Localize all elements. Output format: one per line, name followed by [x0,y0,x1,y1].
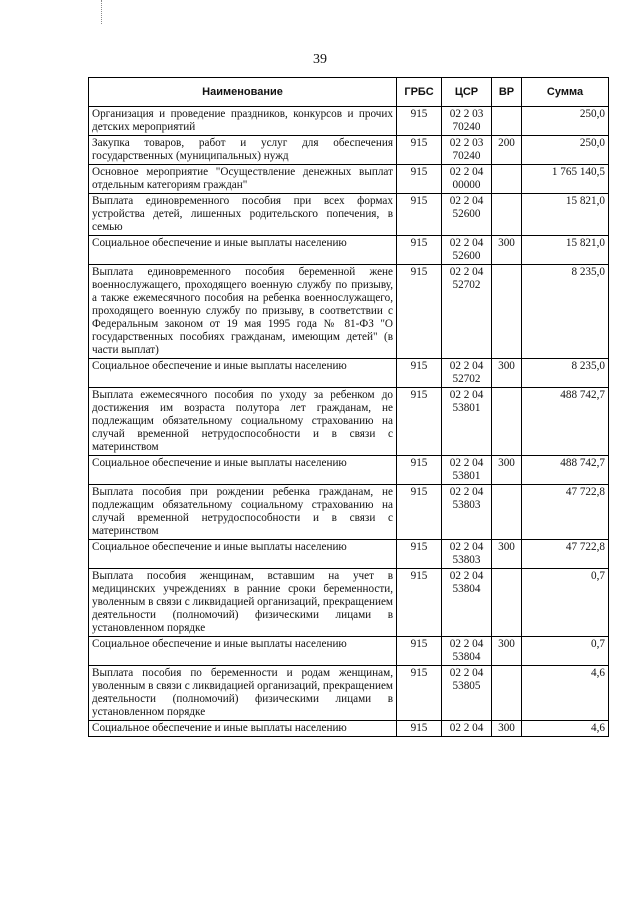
header-vr: ВР [492,78,522,107]
table-header-row [89,78,609,107]
cell-sum: 250,0 [522,136,609,165]
cell-grbs: 915 [397,485,442,540]
table-row [89,165,609,194]
cell-name: Социальное обеспечение и иные выплаты населению [89,540,397,569]
cell-grbs: 915 [397,721,442,737]
table-row [89,540,609,569]
cell-csr: 02 2 03 70240 [442,136,492,165]
cell-csr: 02 2 04 52600 [442,236,492,265]
cell-vr [492,485,522,540]
scan-edge-mark [101,0,103,24]
cell-sum: 1 765 140,5 [522,165,609,194]
cell-csr: 02 2 04 52702 [442,265,492,359]
table-row [89,637,609,666]
cell-grbs: 915 [397,666,442,721]
cell-grbs: 915 [397,265,442,359]
cell-vr: 200 [492,136,522,165]
cell-vr [492,265,522,359]
cell-grbs: 915 [397,359,442,388]
table-row [89,569,609,637]
table-row [89,485,609,540]
cell-vr [492,107,522,136]
cell-grbs: 915 [397,236,442,265]
cell-vr [492,666,522,721]
cell-vr [492,165,522,194]
cell-vr: 300 [492,359,522,388]
cell-name: Выплата пособия при рождении ребенка гражданам, не подлежащим обязательному социальному страхованию на случай временной нетрудоспособности и в связи с материнством [89,485,397,540]
cell-grbs: 915 [397,456,442,485]
cell-sum: 15 821,0 [522,236,609,265]
cell-csr: 02 2 04 52600 [442,194,492,236]
cell-vr [492,194,522,236]
cell-sum: 47 722,8 [522,540,609,569]
cell-name: Выплата единовременного пособия беременной жене военнослужащего, проходящего военную службу по призыву, а также ежемесячного пособия на ребенка военнослужащего, проходящего военную службу по призыву, в соответствии с Федеральным законом от 19 мая 1995 года № 81-ФЗ "О государственных пособиях гражданам, имеющим детей" (в части выплат) [89,265,397,359]
cell-csr: 02 2 04 [442,721,492,737]
table-row [89,359,609,388]
table-row [89,456,609,485]
cell-vr: 300 [492,456,522,485]
cell-csr: 02 2 04 53805 [442,666,492,721]
cell-sum: 488 742,7 [522,388,609,456]
cell-name: Социальное обеспечение и иные выплаты населению [89,236,397,265]
cell-sum: 47 722,8 [522,485,609,540]
cell-csr: 02 2 04 53803 [442,540,492,569]
cell-name: Социальное обеспечение и иные выплаты населению [89,721,397,737]
cell-vr: 300 [492,721,522,737]
table-row [89,666,609,721]
table-row [89,194,609,236]
cell-vr [492,569,522,637]
cell-name: Социальное обеспечение и иные выплаты населению [89,456,397,485]
cell-csr: 02 2 03 70240 [442,107,492,136]
table-row [89,265,609,359]
cell-csr: 02 2 04 00000 [442,165,492,194]
table-row [89,388,609,456]
cell-name: Социальное обеспечение и иные выплаты населению [89,637,397,666]
cell-name: Социальное обеспечение и иные выплаты населению [89,359,397,388]
cell-name: Выплата пособия по беременности и родам женщинам, уволенным в связи с ликвидацией организаций, прекращением деятельности (полномочий) физическими лицами в установленном порядке [89,666,397,721]
cell-sum: 4,6 [522,666,609,721]
cell-name: Выплата ежемесячного пособия по уходу за ребенком до достижения им возраста полутора лет гражданам, не подлежащим обязательному социальному страхованию на случай временной нетрудоспособности и в связи с материнством [89,388,397,456]
cell-grbs: 915 [397,540,442,569]
cell-name: Закупка товаров, работ и услуг для обеспечения государственных (муниципальных) нужд [89,136,397,165]
cell-vr [492,388,522,456]
cell-grbs: 915 [397,388,442,456]
cell-sum: 8 235,0 [522,359,609,388]
table-row [89,236,609,265]
cell-sum: 0,7 [522,569,609,637]
cell-csr: 02 2 04 53804 [442,637,492,666]
cell-vr: 300 [492,236,522,265]
header-csr: ЦСР [442,78,492,107]
cell-sum: 8 235,0 [522,265,609,359]
cell-sum: 488 742,7 [522,456,609,485]
cell-csr: 02 2 04 52702 [442,359,492,388]
table-row [89,721,609,737]
cell-grbs: 915 [397,136,442,165]
page-number: 39 [313,52,327,67]
cell-csr: 02 2 04 53803 [442,485,492,540]
cell-sum: 250,0 [522,107,609,136]
cell-grbs: 915 [397,165,442,194]
table-row [89,136,609,165]
cell-vr: 300 [492,637,522,666]
cell-name: Выплата единовременного пособия при всех формах устройства детей, лишенных родительского попечения, в семью [89,194,397,236]
cell-grbs: 915 [397,637,442,666]
table-row [89,107,609,136]
cell-grbs: 915 [397,569,442,637]
header-name: Наименование [89,78,397,107]
cell-sum: 4,6 [522,721,609,737]
cell-name: Выплата пособия женщинам, вставшим на учет в медицинских учреждениях в ранние сроки беременности, уволенным в связи с ликвидацией организаций, прекращением деятельности (полномочий) физическими лицами в установленном порядке [89,569,397,637]
header-sum: Сумма [522,78,609,107]
cell-grbs: 915 [397,107,442,136]
cell-csr: 02 2 04 53804 [442,569,492,637]
cell-sum: 15 821,0 [522,194,609,236]
cell-csr: 02 2 04 53801 [442,456,492,485]
cell-csr: 02 2 04 53801 [442,388,492,456]
budget-table [88,77,609,737]
cell-grbs: 915 [397,194,442,236]
cell-vr: 300 [492,540,522,569]
header-grbs: ГРБС [397,78,442,107]
cell-name: Основное мероприятие "Осуществление денежных выплат отдельным категориям граждан" [89,165,397,194]
cell-sum: 0,7 [522,637,609,666]
cell-name: Организация и проведение праздников, конкурсов и прочих детских мероприятий [89,107,397,136]
